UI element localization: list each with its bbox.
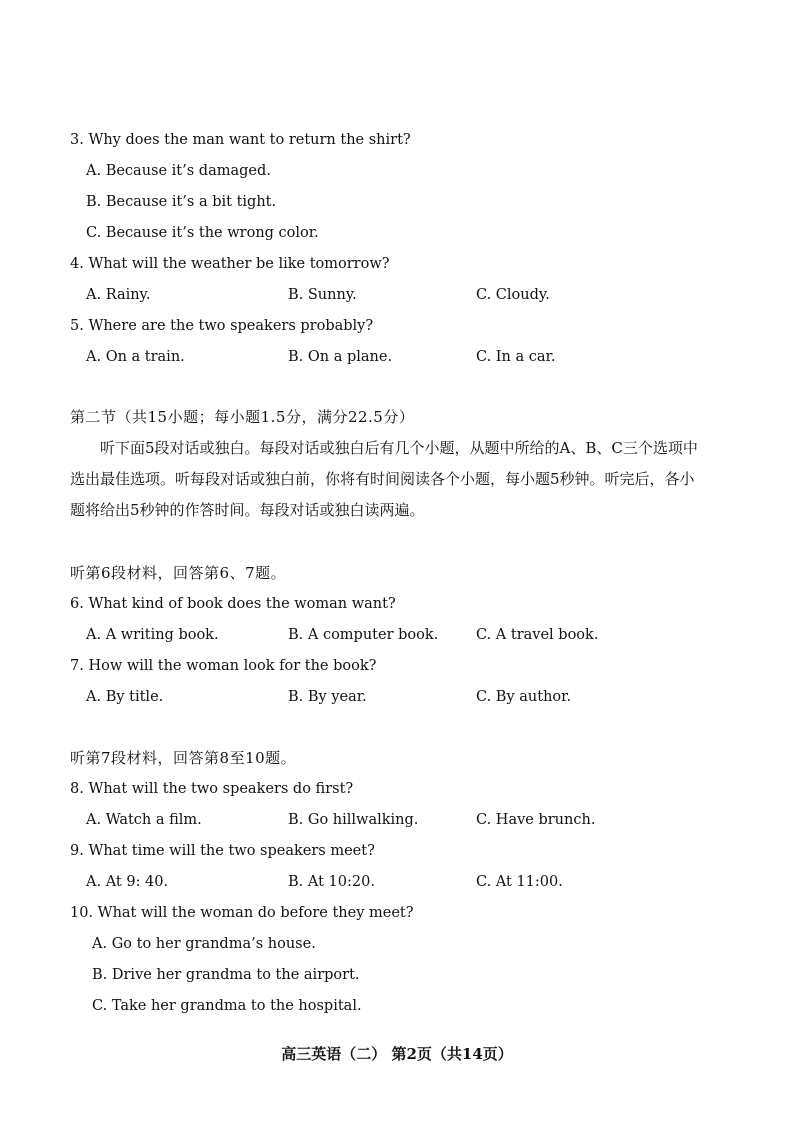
question-5-option-a: A. On a train.: [86, 349, 185, 365]
question-4-stem: 4. What will the weather be like tomorrow?: [70, 256, 390, 272]
question-10-option-a: A. Go to her grandma’s house.: [92, 936, 316, 952]
question-4-option-a: A. Rainy.: [86, 287, 151, 303]
question-3-option-c: C. Because it’s the wrong color.: [86, 225, 319, 241]
question-10-stem: 10. What will the woman do before they meet?: [70, 905, 414, 921]
question-6-option-c: C. A travel book.: [476, 627, 599, 643]
question-3-option-a: A. Because it’s damaged.: [86, 163, 271, 179]
question-7-option-b: B. By year.: [288, 689, 367, 705]
material-7-label: 听第7段材料，回答第8至10题。: [70, 749, 297, 767]
material-6-label: 听第6段材料，回答第6、7题。: [70, 564, 287, 582]
question-7-stem: 7. How will the woman look for the book?: [70, 658, 377, 674]
question-3-option-b: B. Because it’s a bit tight.: [86, 194, 277, 210]
question-6-option-a: A. A writing book.: [86, 627, 219, 643]
question-7-option-a: A. By title.: [86, 689, 164, 705]
question-9-option-c: C. At 11:00.: [476, 874, 563, 890]
page-footer: 高三英语（二） 第2页（共14页）: [281, 1045, 513, 1063]
question-8-stem: 8. What will the two speakers do first?: [70, 781, 354, 797]
question-4-option-c: C. Cloudy.: [476, 287, 550, 303]
question-3-stem: 3. Why does the man want to return the shirt?: [70, 132, 411, 148]
question-8-option-c: C. Have brunch.: [476, 812, 596, 828]
question-4-option-b: B. Sunny.: [288, 287, 357, 303]
question-9-stem: 9. What time will the two speakers meet?: [70, 843, 375, 859]
question-6-stem: 6. What kind of book does the woman want?: [70, 596, 396, 612]
question-9-option-a: A. At 9: 40.: [86, 874, 169, 890]
question-7-option-c: C. By author.: [476, 689, 572, 705]
section-2-instruction: 听下面5段对话或独白。每段对话或独白后有几个小题，从题中所给的A、B、C三个选项中选出最佳选项。听每段对话或独白前，你将有时间阅读各个小题，每小题5秒钟。听完后，各小题将给出5秒钟的作答时间。每段对话或独白读两遍。: [70, 439, 698, 519]
question-5-stem: 5. Where are the two speakers probably?: [70, 318, 374, 334]
section-2-heading: 第二节（共15小题；每小题1.5分，满分22.5分）: [70, 408, 415, 426]
question-8-option-b: B. Go hillwalking.: [288, 812, 419, 828]
question-6-option-b: B. A computer book.: [288, 627, 439, 643]
question-10-option-c: C. Take her grandma to the hospital.: [92, 998, 362, 1014]
question-10-option-b: B. Drive her grandma to the airport.: [92, 967, 360, 983]
question-5-option-b: B. On a plane.: [288, 349, 393, 365]
question-5-option-c: C. In a car.: [476, 349, 556, 365]
question-9-option-b: B. At 10:20.: [288, 874, 375, 890]
question-8-option-a: A. Watch a film.: [86, 812, 202, 828]
